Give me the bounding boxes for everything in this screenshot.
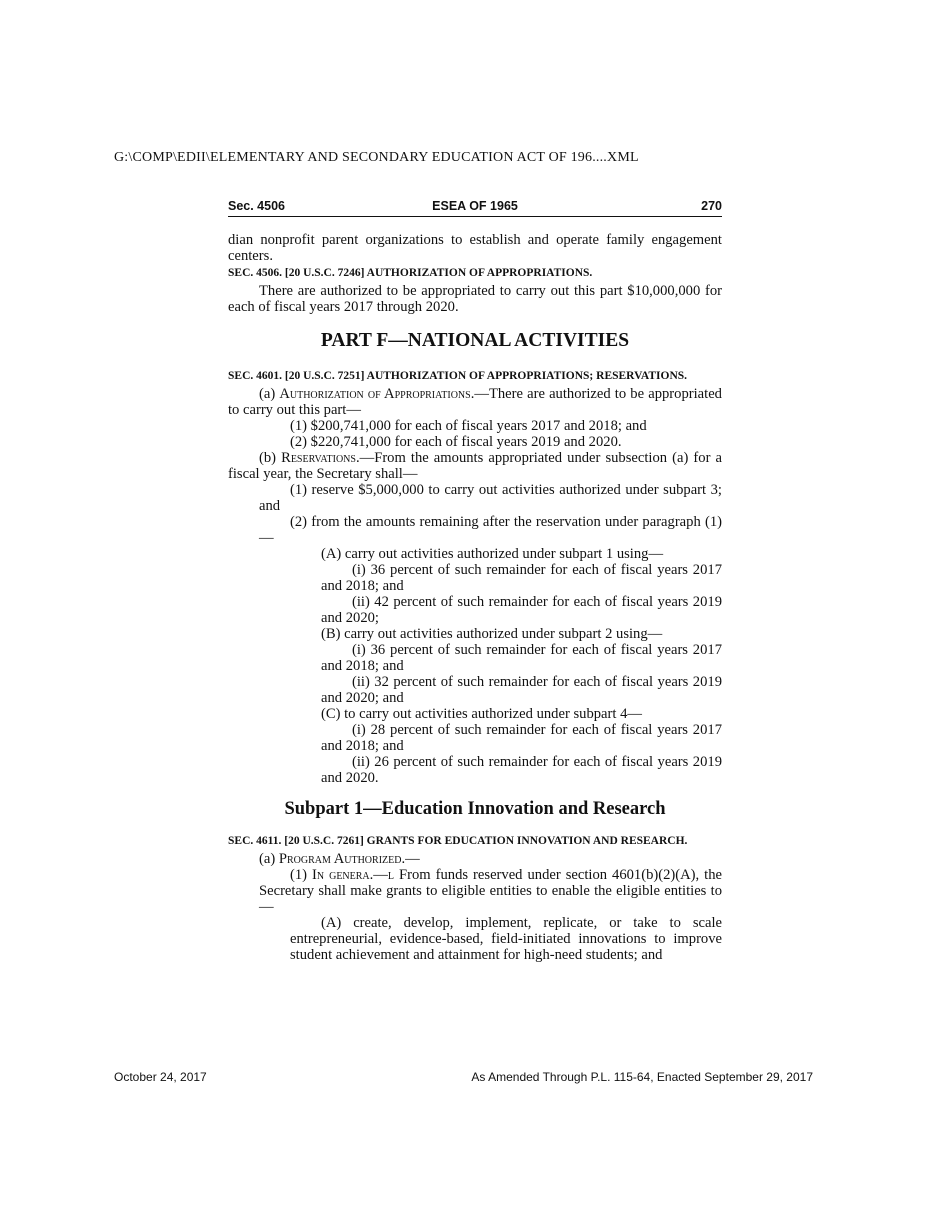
paragraph-4611-a1: (1) In genera.—l From funds reserved under section 4601(b)(2)(A), the Secretary shall make grants to eligible entities to enable the eligible entities to—: [259, 867, 722, 915]
subsection-4611-a: (a) Program Authorized.—: [259, 851, 420, 867]
part-title: PART F—NATIONAL ACTIVITIES: [320, 330, 630, 351]
document-body: [228, 232, 722, 963]
paragraph-b2: (2) from the amounts remaining after the reservation under paragraph (1)—: [259, 514, 722, 546]
clause-b2B-ii: (ii) 32 percent of such remainder for each of fiscal years 2019 and 2020; and: [321, 674, 722, 706]
section-heading-4611: SEC. 4611. [20 U.S.C. 7261] GRANTS FOR EDUCATION INNOVATION AND RESEARCH.: [228, 835, 688, 847]
header-page-number: 270: [701, 199, 722, 213]
clause-b2A-ii: (ii) 42 percent of such remainder for each of fiscal years 2019 and 2020;: [321, 594, 722, 626]
subsection-b-caption: Reservations: [281, 450, 356, 466]
subsection-a-caption: Authorization of Appropriations: [279, 386, 471, 402]
section-heading-4601: SEC. 4601. [20 U.S.C. 7251] AUTHORIZATION OF APPROPRIATIONS; RESERVATIONS.: [228, 370, 688, 382]
subsection-4611-a-caption: Program Authorized: [278, 851, 402, 867]
clause-b2C-ii: (ii) 26 percent of such remainder for each of fiscal years 2019 and 2020.: [321, 754, 722, 786]
paragraph-b1: (1) reserve $5,000,000 to carry out activities authorized under subpart 3; and: [259, 482, 722, 514]
file-path: G:\COMP\EDII\ELEMENTARY AND SECONDARY EDUCATION ACT OF 196....XML: [114, 150, 639, 165]
clause-b2C-i: (i) 28 percent of such remainder for each of fiscal years 2017 and 2018; and: [321, 722, 722, 754]
section-heading-4506: SEC. 4506. [20 U.S.C. 7246] AUTHORIZATION OF APPROPRIATIONS.: [228, 267, 593, 279]
header-title: ESEA OF 1965: [432, 199, 518, 213]
subsection-b: (b) Reservations.—From the amounts appropriated under subsection (a) for a fiscal year, the Secretary shall—: [228, 450, 722, 482]
section-4506-text: There are authorized to be appropriated to carry out this part $10,000,000 for each of fiscal years 2017 through 2020.: [228, 283, 722, 315]
footer-amended-note: As Amended Through P.L. 115-64, Enacted September 29, 2017: [471, 1070, 813, 1084]
header-section: Sec. 4506: [228, 199, 285, 213]
clause-b2A-i: (i) 36 percent of such remainder for each of fiscal years 2017 and 2018; and: [321, 562, 722, 594]
paragraph-4611-a1-caption: In genera: [312, 867, 370, 883]
paragraph-a1: (1) $200,741,000 for each of fiscal years 2017 and 2018; and: [290, 418, 647, 434]
subparagraph-b2C: (C) to carry out activities authorized under subpart 4—: [321, 706, 642, 722]
continuation-text: dian nonprofit parent organizations to establish and operate family engagement centers.: [228, 232, 722, 264]
footer-date: October 24, 2017: [114, 1070, 207, 1084]
subsection-a: (a) Authorization of Appropriations.—There are authorized to be appropriated to carry out this part—: [228, 386, 722, 418]
page-header: [228, 197, 722, 217]
subparagraph-4611-a1A: (A) create, develop, implement, replicate, or take to scale entrepreneurial, evidence-based, field-initiated innovations to improve student achievement and attainment for high-need students; and: [290, 915, 722, 963]
subparagraph-b2A: (A) carry out activities authorized under subpart 1 using—: [321, 546, 664, 562]
subpart-title: Subpart 1—Education Innovation and Research: [284, 799, 666, 819]
paragraph-a2: (2) $220,741,000 for each of fiscal years 2019 and 2020.: [290, 434, 622, 450]
clause-b2B-i: (i) 36 percent of such remainder for each of fiscal years 2017 and 2018; and: [321, 642, 722, 674]
subparagraph-b2B: (B) carry out activities authorized under subpart 2 using—: [321, 626, 663, 642]
